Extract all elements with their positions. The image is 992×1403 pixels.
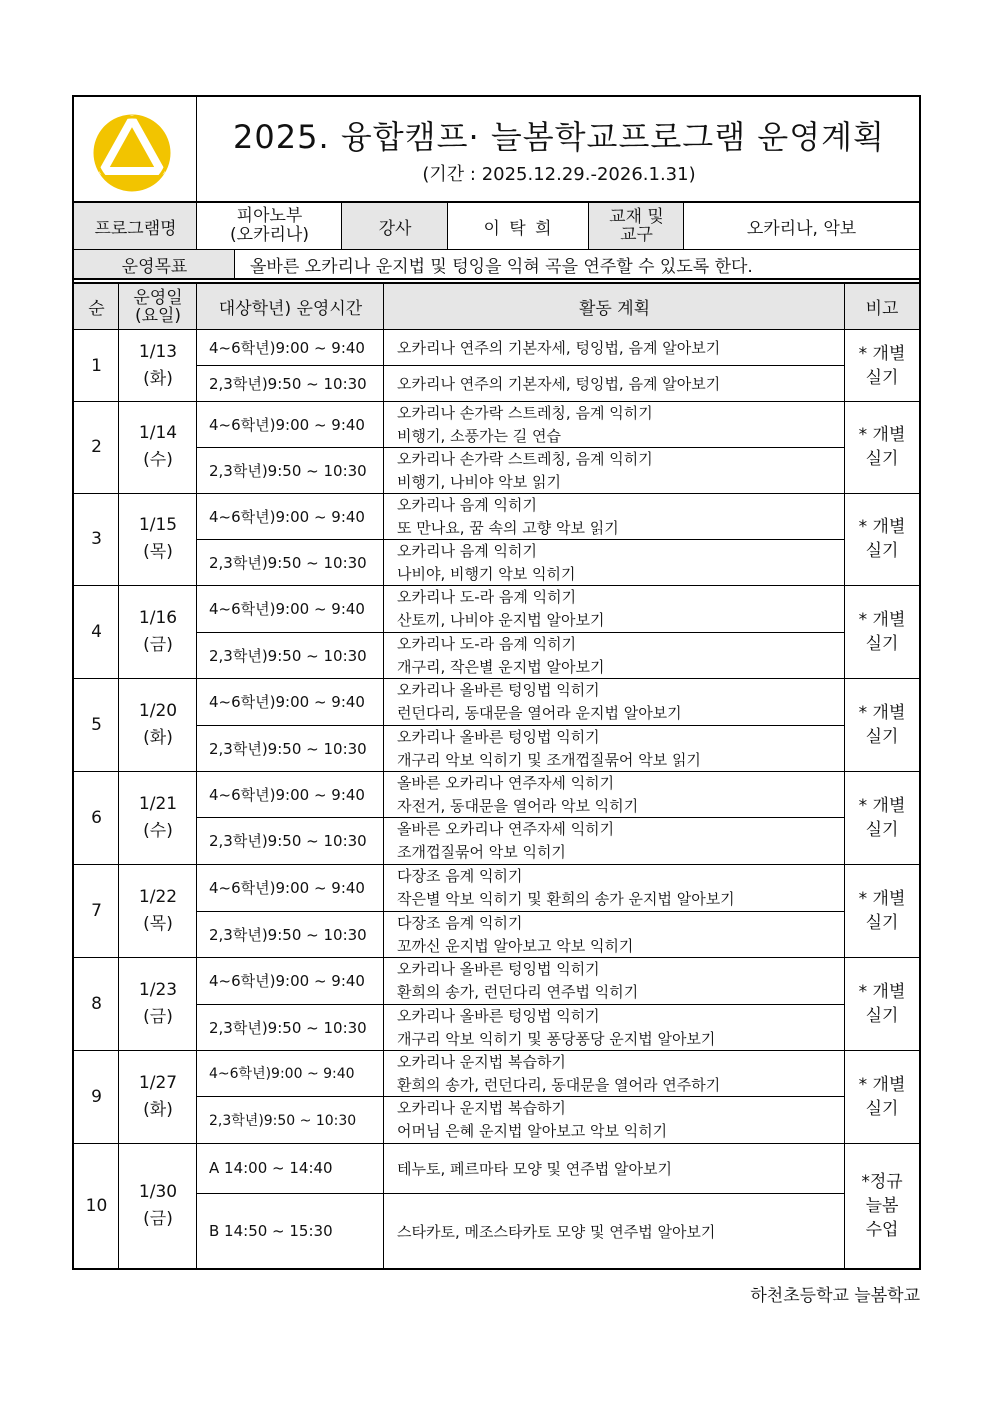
row-note-line: * 개별 (858, 795, 906, 816)
rule-info-2 (341, 202, 342, 250)
row-number: 10 (85, 1196, 108, 1216)
rule-under-info (73, 249, 920, 250)
row-split-rule (196, 911, 845, 912)
row-activity-b1: 오카리나 도-라 음계 익히기 (397, 635, 577, 653)
header-note: 비고 (865, 299, 899, 319)
row-col-rule (383, 770, 384, 864)
row-col-rule (844, 492, 845, 585)
row-time-b: 2,3학년)9:50 ~ 10:30 (209, 374, 367, 393)
row-date-value: 1/21 (138, 793, 178, 814)
row-date (119, 678, 197, 771)
row-note (845, 771, 919, 864)
rule-under-title (73, 201, 920, 203)
row-note-line: *정규 (861, 1172, 903, 1192)
row-split-rule (196, 632, 845, 633)
row-activity-b1: 오카리나 음계 익히기 (397, 542, 537, 560)
row-bottom-rule (73, 1269, 920, 1270)
row-activity-a1: 테누토, 페르마타 모양 및 연주법 알아보기 (397, 1159, 672, 1178)
row-day-value: (화) (143, 1099, 173, 1120)
row-col-rule (118, 770, 119, 864)
period-text: (기간 : 2025.12.29.-2026.1.31) (422, 164, 696, 185)
row-note (845, 957, 919, 1050)
row-activity-b1: 오카리나 손가락 스트레칭, 음계 익히기 (397, 450, 653, 468)
row-col-rule (118, 492, 119, 585)
row-time-a: 4~6학년)9:00 ~ 9:40 (209, 972, 365, 990)
row-activity-b2: 나비야, 비행기 악보 익히기 (397, 565, 576, 583)
program-value-line1: 피아노부 (236, 206, 303, 226)
row-split-rule (196, 1004, 845, 1005)
row-activity-a1: 오카리나 연주의 기본자세, 텅잉법, 음계 알아보기 (397, 339, 721, 357)
row-col-rule (383, 584, 384, 678)
row-col-rule (118, 400, 119, 493)
row-date (119, 864, 197, 957)
header-col-rule (196, 283, 197, 330)
row-split-rule (196, 1096, 845, 1097)
rule-info-5 (683, 202, 684, 250)
row-date-value: 1/14 (138, 423, 178, 443)
row-date (119, 771, 197, 864)
row-day-value: (화) (143, 727, 173, 748)
row-time-a: 4~6학년)9:00 ~ 9:40 (209, 785, 365, 804)
row-activity-b2: 조개껍질묶어 악보 익히기 (397, 843, 566, 861)
header-plan: 활동 계획 (578, 299, 651, 319)
row-date-value: 1/27 (138, 1072, 178, 1093)
row-number: 9 (91, 1086, 102, 1107)
row-day-value: (목) (143, 913, 173, 934)
program-value (197, 203, 342, 249)
row-col-rule (118, 677, 119, 771)
row-date (119, 957, 197, 1050)
row-number: 5 (91, 714, 102, 735)
row-activity-b2: 비행기, 나비야 악보 읽기 (397, 473, 561, 491)
rule-under-goal-a (73, 278, 920, 280)
row-date (119, 1050, 197, 1143)
header-col-rule (118, 283, 119, 330)
row-activity-a2: 비행기, 소풍가는 길 연습 (397, 427, 561, 445)
row-note-line: * 개별 (858, 888, 906, 909)
header-time: 대상학년) 운영시간 (218, 299, 363, 319)
row-note-line: * 개별 (858, 343, 906, 364)
row-col-rule (844, 1049, 845, 1143)
row-activity-a1: 다장조 음계 익히기 (397, 867, 523, 885)
row-number: 8 (91, 993, 102, 1014)
rule-info-1 (196, 202, 197, 250)
row-note (845, 401, 919, 493)
row-time-b: 2,3학년)9:50 ~ 10:30 (209, 1018, 367, 1037)
row-activity-a1: 올바른 오카리나 연주자세 익히기 (397, 774, 615, 792)
row-col-rule (196, 584, 197, 678)
row-time-a: 4~6학년)9:00 ~ 9:40 (209, 507, 365, 526)
row-note-line: * 개별 (858, 1074, 906, 1095)
row-activity-b2: 어머님 은혜 운지법 알아보고 악보 익히기 (397, 1122, 668, 1140)
row-col-rule (844, 770, 845, 864)
header-date (119, 284, 197, 329)
row-col-rule (196, 492, 197, 585)
row-day-value: (금) (143, 634, 173, 655)
row-split-rule (196, 447, 845, 448)
row-note-line: 실기 (865, 819, 899, 840)
row-col-rule (844, 329, 845, 401)
material-label (589, 203, 684, 249)
row-col-rule (383, 677, 384, 771)
row-activity-a2: 작은별 악보 익히기 및 환희의 송가 운지법 알아보기 (397, 890, 735, 908)
row-day-value: (금) (143, 1209, 173, 1229)
row-activity-b2: 개구리, 작은별 운지법 알아보기 (397, 658, 605, 676)
row-col-rule (383, 863, 384, 957)
row-time-a: 4~6학년)9:00 ~ 9:40 (209, 693, 365, 711)
row-number: 7 (91, 900, 102, 921)
row-date-value: 1/15 (138, 515, 178, 535)
row-split-rule (196, 1193, 845, 1194)
row-note-line: 실기 (865, 367, 899, 388)
row-note-line: * 개별 (858, 609, 906, 630)
row-number: 4 (91, 621, 102, 642)
footer-school: 하천초등학교 늘봄학교 (750, 1286, 920, 1306)
row-activity-a1: 오카리나 손가락 스트레칭, 음계 익히기 (397, 404, 653, 422)
row-time-a: 4~6학년)9:00 ~ 9:40 (209, 600, 365, 618)
row-date-value: 1/16 (138, 607, 178, 628)
row-activity-a2: 자전거, 동대문을 열어라 악보 익히기 (397, 797, 639, 815)
row-col-rule (196, 329, 197, 401)
page-title: 2025. 융합캠프· 늘봄학교프로그램 운영계획 (233, 118, 885, 156)
row-note (845, 493, 919, 585)
logo-emblem-icon (74, 97, 197, 201)
goal-label: 운영목표 (121, 256, 188, 277)
row-note-line: 실기 (865, 1098, 899, 1119)
row-col-rule (118, 1049, 119, 1143)
row-col-rule (196, 956, 197, 1050)
row-col-rule (118, 863, 119, 957)
row-note-line: 수업 (865, 1220, 899, 1240)
row-split-rule (196, 725, 845, 726)
row-time-b: 2,3학년)9:50 ~ 10:30 (209, 739, 367, 758)
row-activity-a1: 오카리나 음계 익히기 (397, 496, 537, 514)
row-time-b: 2,3학년)9:50 ~ 10:30 (209, 461, 367, 480)
program-value-line2: (오카리나) (230, 225, 309, 245)
row-activity-a2: 또 만나요, 꿈 속의 고향 악보 읽기 (397, 519, 619, 537)
rule-logo-right (196, 96, 197, 202)
header-col-rule (383, 283, 384, 330)
row-col-rule (118, 956, 119, 1050)
row-date-value: 1/22 (138, 886, 178, 907)
row-note-line: * 개별 (858, 981, 906, 1002)
row-time-a: 4~6학년)9:00 ~ 9:40 (209, 415, 365, 434)
row-date-value: 1/13 (138, 341, 178, 362)
rule-info-3 (447, 202, 448, 250)
teacher-value: 이 탁 희 (483, 218, 554, 239)
row-time-a: A 14:00 ~ 14:40 (209, 1159, 333, 1177)
row-note (845, 864, 919, 957)
row-activity-b1: 다장조 음계 익히기 (397, 914, 523, 932)
row-activity-a1: 오카리나 올바른 텅잉법 익히기 (397, 960, 600, 978)
row-activity-a2: 환희의 송가, 런던다리 연주법 익히기 (397, 983, 639, 1001)
row-day-value: (수) (143, 450, 173, 470)
row-date (119, 1143, 197, 1269)
row-col-rule (383, 956, 384, 1050)
row-time-a: 4~6학년)9:00 ~ 9:40 (209, 879, 365, 897)
row-col-rule (844, 1142, 845, 1269)
row-split-rule (196, 817, 845, 818)
row-day-value: (수) (143, 820, 173, 841)
school-logo (74, 97, 197, 201)
row-time-b: 2,3학년)9:50 ~ 10:30 (209, 553, 367, 572)
row-activity-b1: 오카리나 올바른 텅잉법 익히기 (397, 1007, 600, 1025)
row-date-value: 1/23 (138, 979, 178, 1000)
rule-under-goal-b (73, 282, 920, 284)
row-col-rule (383, 329, 384, 401)
row-col-rule (383, 492, 384, 585)
row-col-rule (118, 329, 119, 401)
header-col-rule (844, 283, 845, 330)
row-day-value: (목) (143, 542, 173, 562)
row-note (845, 1050, 919, 1143)
row-time-b: 2,3학년)9:50 ~ 10:30 (209, 832, 367, 850)
row-day-value: (금) (143, 1006, 173, 1027)
header-date-line1: 운영일 (133, 287, 183, 308)
row-date (119, 585, 197, 678)
row-col-rule (844, 956, 845, 1050)
row-split-rule (196, 539, 845, 540)
rule-under-header (73, 329, 920, 330)
row-col-rule (196, 400, 197, 493)
row-note-line: 실기 (865, 633, 899, 654)
row-split-rule (196, 365, 845, 366)
row-activity-b1: 올바른 오카리나 연주자세 익히기 (397, 820, 615, 838)
row-note (845, 678, 919, 771)
row-activity-b2: 꼬까신 운지법 알아보고 악보 익히기 (397, 937, 634, 955)
row-note (845, 330, 919, 401)
row-day-value: (화) (143, 368, 173, 389)
row-number: 6 (91, 807, 102, 828)
row-col-rule (844, 584, 845, 678)
teacher-label: 강사 (378, 218, 412, 239)
row-date (119, 401, 197, 493)
row-activity-b1: 오카리나 올바른 텅잉법 익히기 (397, 728, 600, 746)
row-number: 3 (91, 529, 102, 549)
row-note-line: 실기 (865, 726, 899, 747)
row-note (845, 1143, 919, 1269)
row-col-rule (196, 1049, 197, 1143)
row-number: 1 (91, 355, 102, 376)
row-time-b: 2,3학년)9:50 ~ 10:30 (209, 925, 367, 944)
row-col-rule (844, 400, 845, 493)
row-date-value: 1/20 (138, 700, 178, 721)
row-activity-b1: 오카리나 운지법 복습하기 (397, 1099, 566, 1117)
row-note-line: * 개별 (858, 517, 906, 537)
row-col-rule (118, 1142, 119, 1269)
row-note (845, 585, 919, 678)
row-note-line: * 개별 (858, 425, 906, 445)
row-col-rule (196, 863, 197, 957)
row-col-rule (383, 400, 384, 493)
row-col-rule (196, 1142, 197, 1269)
row-note-line: 실기 (865, 1005, 899, 1026)
goal-value: 올바른 오카리나 운지법 및 텅잉을 익혀 곡을 연주할 수 있도록 한다. (250, 256, 753, 277)
row-activity-a1: 오카리나 운지법 복습하기 (397, 1053, 566, 1071)
row-activity-b2: 개구리 악보 익히기 및 조개껍질묶어 악보 읽기 (397, 751, 701, 769)
material-label-line2: 교구 (620, 225, 653, 245)
material-value: 오카리나, 악보 (746, 218, 857, 239)
row-time-b: 2,3학년)9:50 ~ 10:30 (209, 646, 367, 665)
row-note-line: 늘봄 (865, 1196, 899, 1216)
row-note-line: 실기 (865, 449, 899, 469)
row-col-rule (844, 863, 845, 957)
row-col-rule (118, 584, 119, 678)
row-activity-b1: 스타카토, 메조스타카토 모양 및 연주법 알아보기 (397, 1222, 716, 1241)
row-activity-a2: 산토끼, 나비야 운지법 알아보기 (397, 611, 605, 629)
row-note-line: 실기 (865, 541, 899, 561)
row-col-rule (196, 677, 197, 771)
row-activity-a1: 오카리나 올바른 텅잉법 익히기 (397, 681, 600, 699)
row-col-rule (844, 677, 845, 771)
row-activity-b1: 오카리나 연주의 기본자세, 텅잉법, 음계 알아보기 (397, 374, 721, 393)
program-label: 프로그램명 (94, 218, 177, 239)
row-col-rule (383, 1142, 384, 1269)
header-date-line2: (요일) (134, 305, 182, 326)
row-date (119, 330, 197, 401)
header-no: 순 (88, 299, 105, 319)
row-time-b: B 14:50 ~ 15:30 (209, 1222, 333, 1240)
row-activity-b2: 개구리 악보 익히기 및 퐁당퐁당 운지법 알아보기 (397, 1030, 716, 1048)
material-label-line1: 교재 및 (609, 207, 664, 227)
row-activity-a2: 런던다리, 동대문을 열어라 운지법 알아보기 (397, 704, 682, 722)
row-note-line: * 개별 (858, 702, 906, 723)
row-time-a: 4~6학년)9:00 ~ 9:40 (209, 1066, 355, 1082)
row-date (119, 493, 197, 585)
row-date-value: 1/30 (138, 1182, 178, 1202)
row-activity-a2: 환희의 송가, 런던다리, 동대문을 열어라 연주하기 (397, 1076, 721, 1094)
row-time-a: 4~6학년)9:00 ~ 9:40 (209, 339, 365, 357)
row-activity-a1: 오카리나 도-라 음계 익히기 (397, 588, 577, 606)
row-col-rule (196, 770, 197, 864)
row-time-b: 2,3학년)9:50 ~ 10:30 (209, 1112, 357, 1129)
rule-info-4 (588, 202, 589, 250)
row-note-line: 실기 (865, 912, 899, 933)
row-number: 2 (91, 437, 102, 457)
row-col-rule (383, 1049, 384, 1143)
rule-goal (234, 250, 235, 278)
